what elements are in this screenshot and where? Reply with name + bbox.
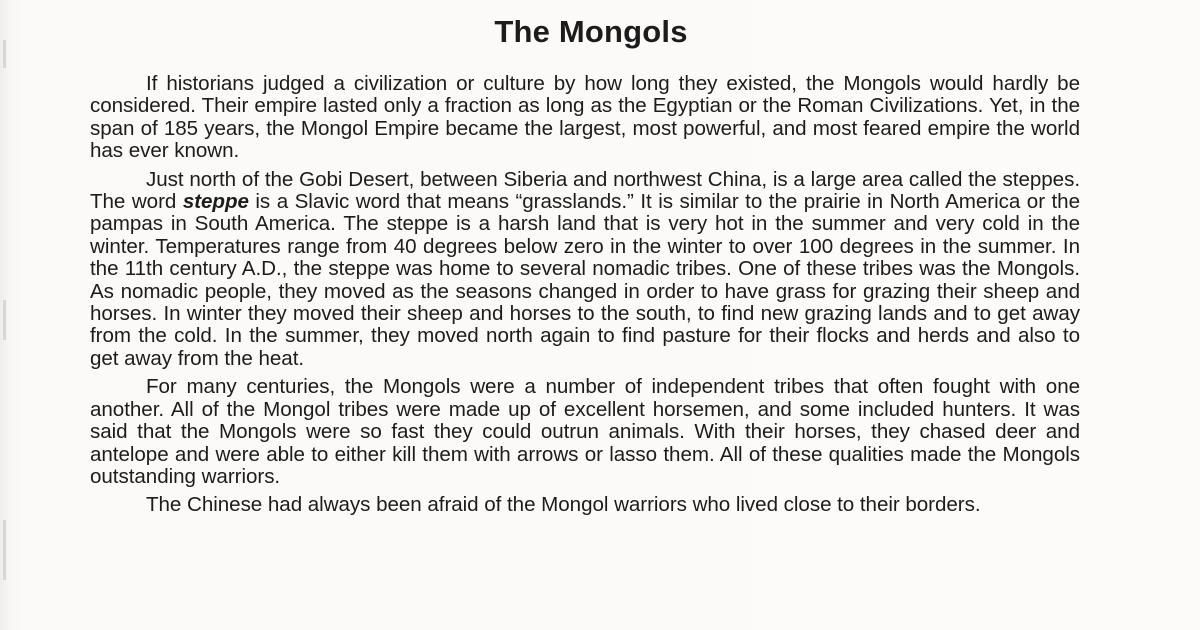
paragraph-2-before: Just north of the Gobi Desert, between Siberia and northwest China, is a large area called the steppes. The word xyxy=(90,167,1080,214)
document-title: The Mongols xyxy=(494,14,688,49)
paragraph-2 xyxy=(90,169,1080,371)
paragraph-4: The Chinese had always been afraid of the Mongol warriors who lived close to their borders. xyxy=(146,493,981,517)
document-body xyxy=(90,73,1080,517)
paragraph-3: For many centuries, the Mongols were a number of independent tribes that often fought with one another. All of the Mongol tribes were made up of excellent horsemen, and some included hunters. It was said that the Mongols were so fast they could outrun animals. With their horses, they chased deer and antelope and were able to either kill them with arrows or lasso them. All of these qualities made the Mongols outstanding warriors. xyxy=(90,375,1080,488)
emphasized-term: steppe xyxy=(182,190,249,214)
scan-edge-mark xyxy=(3,300,6,340)
paragraph-2-after: is a Slavic word that means “grasslands.” It is similar to the prairie in North America or the pampas in South America. The steppe is a harsh land that is very hot in the summer and very cold in the winter. Temperatures range from 40 degrees below zero in the winter to over 100 degrees in the summer. In the 11th century A.D., the steppe was home to several nomadic tribes. One of these tribes was the Mongols. As nomadic people, they moved as the seasons changed in order to have grass for grazing their sheep and horses. In winter they moved their sheep and horses to the south, to find new grazing lands and to get away from the cold. In the summer, they moved north again to find pasture for their flocks and herds and also to get away from the heat. xyxy=(90,190,1080,370)
paragraph-1: If historians judged a civilization or culture by how long they existed, the Mongols would hardly be considered. Their empire lasted only a fraction as long as the Egyptian or the Roman Civilizations. Yet, in the span of 185 years, the Mongol Empire became the largest, most powerful, and most feared empire the world has ever known. xyxy=(90,72,1080,163)
scan-edge-mark xyxy=(3,520,6,580)
